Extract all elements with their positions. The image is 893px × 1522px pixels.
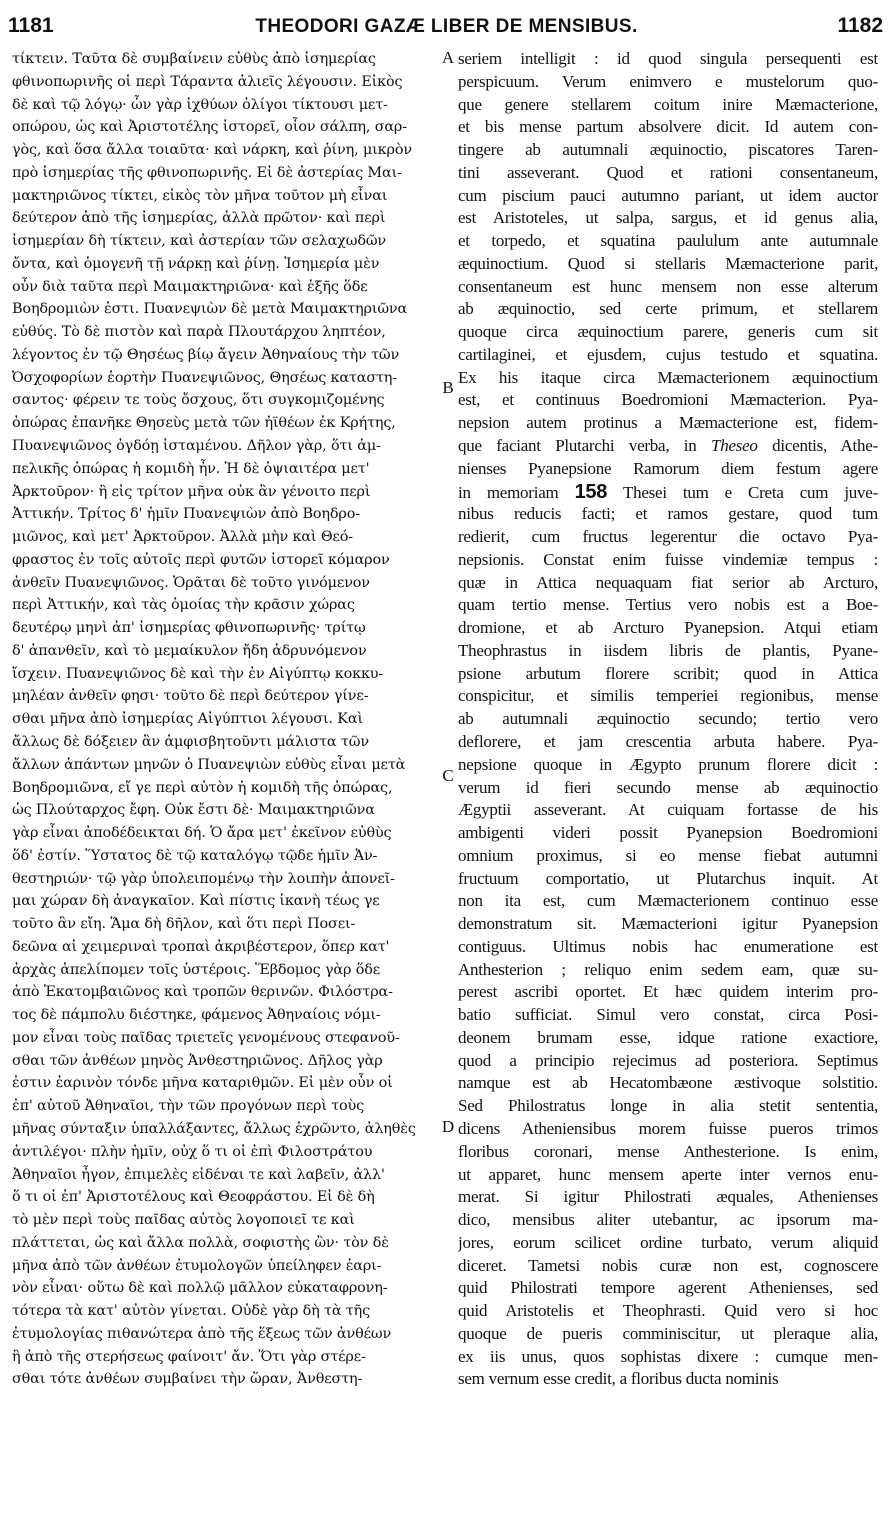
greek-line-text: μακτηριῶνος τίκτει, εἰκὸς τὸν μῆνα τοῦτον μὴ εἶναι bbox=[12, 187, 388, 204]
greek-line-text: ἄλλων ἁπάντων μηνῶν ὁ Πυανεψιὼν εὐθὺς εἶναι μετὰ bbox=[12, 756, 406, 773]
latin-line bbox=[458, 412, 878, 435]
greek-line bbox=[12, 1255, 434, 1278]
latin-line bbox=[458, 936, 878, 959]
greek-line bbox=[12, 230, 434, 253]
greek-line-text: ἴσχειν. Πυανεψιῶνος δὲ καὶ τὴν ἐν Αἰγύπτῳ κοκκυ- bbox=[12, 665, 384, 682]
greek-line-text: γὸς, καὶ ὅσα ἄλλα τοιαῦτα· καὶ νάρκη, καὶ ῥίνη, μικρὸν bbox=[12, 142, 412, 159]
latin-line-text: ab autumnali æquinoctio secundo; tertio vero bbox=[458, 709, 878, 729]
latin-line bbox=[458, 1232, 878, 1255]
latin-line-text: ut apparet, hunc mensem aperte inter vernos enu- bbox=[458, 1164, 878, 1184]
greek-line bbox=[12, 526, 434, 549]
latin-line-text: Theophrastus in iisdem libris de plantis, Pyane- bbox=[458, 640, 878, 660]
greek-line bbox=[12, 1277, 434, 1300]
greek-line bbox=[12, 890, 434, 913]
greek-line-text: τὸ μὲν περὶ τοὺς παῖδας αὐτὸς λογοποιεῖ τε καὶ bbox=[12, 1212, 355, 1229]
greek-line bbox=[12, 594, 434, 617]
greek-line-text: σαντος· φέρειν τε τοὺς ὄσχους, ὅτι συγκομιζομένης bbox=[12, 392, 385, 409]
latin-line-text: tini asseverant. Quod et rationi consentaneum, bbox=[458, 162, 878, 182]
greek-line-text: ἐστιν ἐαρινὸν τόνδε μῆνα καταριθμῶν. Εἰ μὲν οὖν οἱ bbox=[12, 1075, 393, 1092]
greek-line-text: ὡς Πλούταρχος ἔφη. Οὐκ ἔστι δὲ· Μαιμακτηριῶνα bbox=[12, 802, 375, 819]
greek-line bbox=[12, 913, 434, 936]
latin-line-text: redierit, cum fructus legerentur die octavo Pya- bbox=[458, 527, 878, 547]
latin-line bbox=[458, 1186, 878, 1209]
latin-line-text: sem vernum esse credit, a floribus ducta nominis bbox=[458, 1369, 779, 1389]
greek-line-text: τότερα τὰ κατ' αὐτὸν γίνεται. Οὐδὲ γὰρ δὴ τὰ τῆς bbox=[12, 1303, 370, 1320]
greek-line bbox=[12, 1368, 434, 1391]
latin-line-text: tingere ab autumnali æquinoctio, piscatores Taren- bbox=[458, 140, 878, 160]
latin-line-text: nienses Pyanepsione Ramorum diem festum agere bbox=[458, 458, 878, 478]
greek-line-text: μῆνας σύνταξιν ὑπαλλάξαντες, ἄλλως ἐχρῶντο, ἀληθὲς bbox=[12, 1120, 416, 1137]
latin-line-text: omnium proximus, si eo mense fiebat autumni bbox=[458, 845, 878, 865]
latin-line bbox=[458, 1255, 878, 1278]
latin-line-text: quod a principio rejecimus ad posteriora. Septimus bbox=[458, 1050, 878, 1070]
latin-line-text: est Aristoteles, ut salpa, sargus, et id genus alia, bbox=[458, 208, 878, 228]
latin-line bbox=[458, 1300, 878, 1323]
latin-line bbox=[458, 526, 878, 549]
greek-line bbox=[12, 1095, 434, 1118]
latin-line-text: Ægyptii asseverant. At cuiquam fortasse de his bbox=[458, 800, 878, 820]
greek-line-text: γὰρ εἶναι ἀποδέδεικται δή. Ὁ ἄρα μετ' ἐκεῖνον εὐθὺς bbox=[12, 825, 392, 842]
latin-line bbox=[458, 276, 878, 299]
greek-line bbox=[12, 685, 434, 708]
latin-line bbox=[458, 868, 878, 891]
latin-line-text: dico, mensibus aliter utebantur, ac ipsorum ma- bbox=[458, 1210, 878, 1230]
latin-line-text: æquinoctium. Quod si stellaris Mæmacterione parit, bbox=[458, 253, 878, 273]
greek-line-text: τοῦτο ἂν εἴη. Ἅμα δὴ δῆλον, καὶ ὅτι περὶ Ποσει- bbox=[12, 916, 356, 933]
greek-line bbox=[12, 321, 434, 344]
latin-line-text: contiguus. Ultimus nobis hac enumeratione est bbox=[458, 936, 878, 956]
greek-line bbox=[12, 936, 434, 959]
latin-line-text: nepsione quoque in Ægypto prunum florere dicit : bbox=[458, 754, 878, 774]
latin-line bbox=[458, 503, 878, 526]
latin-line bbox=[458, 549, 878, 572]
latin-line bbox=[458, 1118, 878, 1141]
running-title: THEODORI GAZÆ LIBER DE MENSIBUS. bbox=[255, 16, 638, 37]
latin-line bbox=[458, 230, 878, 253]
greek-line-text: Πυανεψιῶνος ὀγδόῃ ἱσταμένου. Δῆλον γὰρ, ὅτι ἀμ- bbox=[12, 438, 381, 455]
page-number-left: 1181 bbox=[8, 14, 54, 37]
greek-line bbox=[12, 253, 434, 276]
greek-line-text: οὖν διὰ ταῦτα περὶ Μαιμακτηριῶνα· καὶ ἑξῆς ὅδε bbox=[12, 278, 368, 295]
greek-line bbox=[12, 435, 434, 458]
latin-line bbox=[458, 367, 878, 390]
latin-line bbox=[458, 1072, 878, 1095]
column-number-marker: 158 bbox=[574, 480, 608, 503]
latin-line bbox=[458, 162, 878, 185]
latin-line-tail: dicentis, Athe- bbox=[757, 436, 878, 456]
latin-line bbox=[458, 1164, 878, 1187]
greek-line-text: ἀντιλέγοι· πλὴν ἡμῖν, οὐχ ὅ τι οἱ ἐπὶ Φιλοστράτου bbox=[12, 1143, 373, 1160]
latin-line bbox=[458, 139, 878, 162]
latin-line-text: jores, eorum scilicet ordine turbato, verum aliquid bbox=[458, 1232, 878, 1252]
latin-line bbox=[458, 1277, 878, 1300]
latin-line bbox=[458, 1368, 878, 1391]
margin-marker-d: D bbox=[441, 1117, 455, 1136]
latin-line-text: verum id fieri secundo mense ab æquinoctio bbox=[458, 777, 878, 797]
greek-line bbox=[12, 845, 434, 868]
latin-line-text: Ex his itaque circa Mæmacterionem æquinoctium bbox=[458, 367, 878, 387]
latin-line bbox=[458, 1209, 878, 1232]
greek-line-text: δευτέρῳ μηνὶ ἀπ' ἰσημερίας φθινοπωρινῆς· τρίτῳ bbox=[12, 620, 366, 637]
greek-line-text: οπώρου, ὡς καὶ Ἀριστοτέλης ἱστορεῖ, οἷον σάλπη, σαρ- bbox=[12, 119, 407, 136]
latin-line bbox=[458, 845, 878, 868]
margin-marker-b: B bbox=[442, 378, 454, 397]
latin-line-text: deflorere, et jam crescentia arbuta habere. Pya- bbox=[458, 731, 878, 751]
greek-line bbox=[12, 116, 434, 139]
greek-line-text: σθαι μῆνα ἀπὸ ἰσημερίας Αἰγύπτιοι λέγουσι. Καὶ bbox=[12, 711, 363, 728]
greek-line bbox=[12, 822, 434, 845]
greek-line bbox=[12, 389, 434, 412]
greek-line-text: ἀνθεῖν Πυανεψιῶνος. Ὁρᾶται δὲ τοῦτο γινόμενον bbox=[12, 574, 370, 591]
greek-line-text: σθαι τότε ἀνθέων συμβαίνει τὴν ὥραν, Ἀνθεστη- bbox=[12, 1371, 363, 1388]
latin-line bbox=[458, 981, 878, 1004]
latin-line-text: Anthesterion ; reliquo enim sedem eam, quæ su- bbox=[458, 959, 878, 979]
latin-line bbox=[458, 94, 878, 117]
latin-line bbox=[458, 1141, 878, 1164]
latin-line-text: demonstratum sit. Mæmacterioni igitur Pyanepsion bbox=[458, 914, 878, 934]
greek-line bbox=[12, 1072, 434, 1095]
latin-line bbox=[458, 458, 878, 481]
latin-line-text: nepsionis. Constat enim fuisse vindemiæ tempus : bbox=[458, 549, 878, 569]
greek-line bbox=[12, 799, 434, 822]
latin-line-text: quam tertio mense. Tertius vero nobis est a Boe- bbox=[458, 595, 878, 615]
latin-line bbox=[458, 344, 878, 367]
greek-line-text: μον εἶναι τοὺς παῖδας τριετεῖς γενομένους στεφανοῦ- bbox=[12, 1029, 400, 1046]
greek-line bbox=[12, 1346, 434, 1369]
greek-line bbox=[12, 276, 434, 299]
latin-line-text: et bis mense partum absolvere dicit. Id autem con- bbox=[458, 117, 878, 137]
greek-line-text: μηλέαν ἀνθεῖν φησι· τοῦτο δὲ περὶ δεύτερον γίνε- bbox=[12, 688, 369, 705]
latin-line bbox=[458, 594, 878, 617]
greek-line bbox=[12, 48, 434, 71]
latin-line bbox=[458, 663, 878, 686]
latin-line-tail: Thesei tum e Creta cum juve- bbox=[607, 482, 878, 502]
latin-line bbox=[458, 640, 878, 663]
greek-line-text: νὸν εἶναι· οὕτω δὲ καὶ πολλῷ μᾶλλον εὐκαταφρονη- bbox=[12, 1280, 388, 1297]
latin-line-text: Sed Philostratus longe in alia stetit sententia, bbox=[458, 1096, 878, 1116]
greek-line bbox=[12, 207, 434, 230]
greek-line bbox=[12, 298, 434, 321]
greek-line bbox=[12, 71, 434, 94]
greek-line bbox=[12, 731, 434, 754]
latin-line bbox=[458, 298, 878, 321]
greek-line-text: Ἀρκτοῦρον· ἢ εἰς τρίτον μῆνα οὐκ ἂν γένοιτο περὶ bbox=[12, 483, 371, 500]
greek-line-text: Βοηδρομιῶνα, εἴ γε περὶ αὐτὸν ἡ κομιδὴ τῆς ὀπώρας, bbox=[12, 779, 393, 796]
greek-line-text: εὐθύς. Τὸ δὲ πιστὸν καὶ παρὰ Πλουτάρχου ληπτέον, bbox=[12, 324, 386, 341]
greek-line bbox=[12, 1209, 434, 1232]
greek-line-text: Ὀσχοφορίων ἑορτὴν Πυανεψιῶνος, Θησέως καταστη- bbox=[12, 369, 397, 386]
greek-line-text: περὶ Ἀττικήν, καὶ τὰς ὁμοίας τὴν κρᾶσιν χώρας bbox=[12, 597, 355, 614]
latin-line-text: dromione, et ab Arcturo Pyanepsion. Atqui etiam bbox=[458, 618, 878, 638]
latin-line-text: ambigenti videri possit Pyanepsion Boedromioni bbox=[458, 823, 878, 843]
greek-line-text: φθινοπωρινῆς οἱ περὶ Τάραντα ἁλιεῖς λέγουσιν. Εἰκὸς bbox=[12, 73, 403, 90]
greek-line bbox=[12, 185, 434, 208]
greek-line-text: ὅδ' ἐστίν. Ὕστατος δὲ τῷ καταλόγῳ τῷδε ἡμῖν Ἀν- bbox=[12, 847, 378, 864]
greek-line-text: ὀπώρας ἐπανῆκε Θησεὺς μετὰ τῶν ἠϊθέων ἐκ Κρήτης, bbox=[12, 415, 396, 432]
latin-line-text: ab æquinoctio, sed certe primum, et stellarem bbox=[458, 299, 878, 319]
greek-line bbox=[12, 663, 434, 686]
greek-line-text: ἐτυμολογίας πιθανώτερα ἀπὸ τῆς ἕξεως τῶν ἀνθέων bbox=[12, 1325, 392, 1342]
latin-line bbox=[458, 435, 878, 458]
latin-line bbox=[458, 253, 878, 276]
greek-line bbox=[12, 412, 434, 435]
latin-line-text: que faciant Plutarchi verba, in bbox=[458, 436, 697, 456]
greek-line-text: πρὸ ἰσημερίας τῆς φθινοπωρινῆς. Εἰ δὲ ἀστερίας Μαι- bbox=[12, 164, 402, 181]
greek-line bbox=[12, 868, 434, 891]
italic-title: Theseo bbox=[710, 436, 758, 456]
greek-line-text: δεύτερον ἀπὸ τῆς ἰσημερίας, ἀλλὰ πρῶτον· καὶ περὶ bbox=[12, 210, 386, 227]
latin-line bbox=[458, 71, 878, 94]
latin-line bbox=[458, 1027, 878, 1050]
greek-line bbox=[12, 1323, 434, 1346]
greek-line-text: ἐπ' αὐτοῦ Ἀθηναῖοι, τὴν τῶν προγόνων περὶ τοὺς bbox=[12, 1098, 365, 1115]
greek-line bbox=[12, 94, 434, 117]
latin-line bbox=[458, 116, 878, 139]
latin-line bbox=[458, 389, 878, 412]
latin-line bbox=[458, 822, 878, 845]
greek-line-text: φραστος ἐν τοῖς αὐτοῖς περὶ φυτῶν ἱστορεῖ κόμαρον bbox=[12, 551, 390, 568]
greek-line-text: Ἀττικήν. Τρίτος δ' ἡμῖν Πυανεψιὼν ἀπὸ Βοηδρο- bbox=[12, 506, 360, 523]
greek-line bbox=[12, 344, 434, 367]
latin-line-text: diceret. Tametsi nobis curæ non est, cognoscere bbox=[458, 1255, 878, 1275]
latin-line-text: merat. Si igitur Philostrati æquales, Athenienses bbox=[458, 1187, 878, 1207]
latin-line bbox=[458, 1095, 878, 1118]
latin-line-text: fructuum comportatio, ut Plutarchus inquit. At bbox=[458, 868, 878, 888]
latin-line bbox=[458, 754, 878, 777]
latin-line bbox=[458, 48, 878, 71]
greek-line bbox=[12, 139, 434, 162]
greek-text-column bbox=[12, 48, 434, 1391]
greek-line-text: πελικῆς ὀπώρας ἡ κομιδὴ ἦν. Ἡ δὲ ὀψιαιτέρα μετ' bbox=[12, 460, 370, 477]
latin-line bbox=[458, 1346, 878, 1369]
greek-line bbox=[12, 754, 434, 777]
latin-line bbox=[458, 685, 878, 708]
latin-line-text: seriem intelligit : id quod singula persequenti est bbox=[458, 49, 878, 68]
latin-line-text: in memoriam bbox=[458, 482, 559, 502]
latin-line bbox=[458, 890, 878, 913]
greek-line bbox=[12, 549, 434, 572]
greek-line bbox=[12, 617, 434, 640]
greek-line bbox=[12, 1186, 434, 1209]
latin-line-text: conspicitur, et similis temperiei regionibus, mense bbox=[458, 686, 878, 706]
greek-line-text: ἀρχὰς ἀπελίπομεν τοῖς ὑστέροις. Ἕβδομος γὰρ ὅδε bbox=[12, 961, 381, 978]
latin-line-text: quid Aristotelis et Theophrasti. Quid vero si hoc bbox=[458, 1301, 878, 1321]
greek-line bbox=[12, 959, 434, 982]
margin-marker-a: A bbox=[441, 48, 455, 67]
greek-line-text: ἀπὸ Ἑκατομβαιῶνος καὶ τροπῶν θερινῶν. Φιλόστρα- bbox=[12, 984, 393, 1001]
latin-line bbox=[458, 913, 878, 936]
greek-line bbox=[12, 481, 434, 504]
greek-line bbox=[12, 1232, 434, 1255]
latin-line-text: ex iis unus, quos sophistas dixere : cumque men- bbox=[458, 1346, 878, 1366]
greek-line-text: θεστηριών· τῷ γὰρ ὑπολειπομένῳ τὴν λοιπὴν ἀπονεῖ- bbox=[12, 870, 395, 887]
latin-line bbox=[458, 799, 878, 822]
latin-line bbox=[458, 185, 878, 208]
greek-line-text: τος δὲ πάμπολυ διέστηκε, φάμενος Ἀθηναίοις νόμι- bbox=[12, 1007, 381, 1024]
greek-line-text: μῆνα ἀπὸ τῶν ἀνθέων ἐτυμολογῶν ὑπείληφεν ἐαρι- bbox=[12, 1257, 382, 1274]
latin-line bbox=[458, 777, 878, 800]
latin-line-text: est, et continuus Boedromioni Mæmacterion. Pya- bbox=[458, 390, 878, 410]
latin-line-text: consentaneum est hunc mensem non esse alterum bbox=[458, 276, 878, 296]
latin-line-text: perspicuum. Verum enimvero e mustelorum quo- bbox=[458, 71, 878, 91]
greek-line bbox=[12, 1141, 434, 1164]
greek-line-text: τίκτειν. Ταῦτα δὲ συμβαίνειν εὐθὺς ἀπὸ ἰσημερίας bbox=[12, 51, 376, 67]
greek-line bbox=[12, 640, 434, 663]
latin-line-text: quoque circa æquinoctium parere, generis cum sit bbox=[458, 322, 878, 342]
greek-line bbox=[12, 981, 434, 1004]
page-number-right: 1182 bbox=[837, 14, 883, 37]
latin-line bbox=[458, 572, 878, 595]
greek-line-text: ἄλλως δὲ δόξειεν ἂν ἀμφισβητοῦντι μάλιστα τῶν bbox=[12, 733, 369, 750]
latin-line-text: deonem brumam esse, idque ratione exactiore, bbox=[458, 1027, 878, 1047]
latin-line-text: quoque de pueris comminiscitur, ut pleraque alia, bbox=[458, 1323, 878, 1343]
greek-line bbox=[12, 708, 434, 731]
latin-line-text: cartilaginei, et ejusdem, cujus testudo et squatina. bbox=[458, 344, 878, 364]
latin-line bbox=[458, 1050, 878, 1073]
greek-line-text: ἰσημερίαν δὴ τίκτειν, καὶ ἀστερίαν τῶν σελαχωδῶν bbox=[12, 233, 387, 250]
greek-line bbox=[12, 572, 434, 595]
latin-line-text: batio sufficiat. Simul vero constat, circa Posi- bbox=[458, 1005, 878, 1025]
latin-line-text: dicens Atheniensibus morem fuisse pueros trimos bbox=[458, 1118, 878, 1138]
greek-line bbox=[12, 367, 434, 390]
greek-line-text: Ἀθηναῖοι ἦγον, ἐπιμελὲς εἰδέναι τε καὶ λαβεῖν, ἀλλ' bbox=[12, 1166, 385, 1183]
greek-line bbox=[12, 1300, 434, 1323]
greek-line bbox=[12, 1050, 434, 1073]
latin-line bbox=[458, 959, 878, 982]
greek-line-text: Βοηδρομιὼν ἐστι. Πυανεψιὼν δὲ μετὰ Μαιμακτηριῶνα bbox=[12, 301, 408, 318]
greek-line-text: πλάττεται, ὡς καὶ ἄλλα πολλὰ, σοφιστὴς ὢν· τὸν δὲ bbox=[12, 1234, 389, 1251]
latin-line-text: quid Philostrati tempore agerent Athenienses, sed bbox=[458, 1278, 878, 1298]
latin-line-text: quæ in Attica nequaquam fiat serior ab Arcturo, bbox=[458, 572, 878, 592]
latin-line-text: floribus coronari, mense Anthesterione. Is enim, bbox=[458, 1141, 878, 1161]
latin-line bbox=[458, 708, 878, 731]
latin-line-text: et torpedo, et squatina paululum ante autumnale bbox=[458, 231, 878, 251]
latin-line bbox=[458, 321, 878, 344]
latin-line bbox=[458, 207, 878, 230]
greek-line bbox=[12, 1027, 434, 1050]
latin-line-text: que genere stellarem coitum inire Mæmacterione, bbox=[458, 94, 878, 114]
greek-line bbox=[12, 1118, 434, 1141]
greek-line bbox=[12, 1004, 434, 1027]
latin-line-text: nepsion autem protinus a Mæmacterione est, fidem- bbox=[458, 413, 878, 433]
greek-line bbox=[12, 458, 434, 481]
latin-line-text: psione arbutum florere scribit; quod in Attica bbox=[458, 663, 878, 683]
latin-line-text: cum piscium pauci autumno pariant, ut idem auctor bbox=[458, 185, 878, 205]
latin-line-text: perest ascribi oportet. Et hæc quidem interim pro- bbox=[458, 982, 878, 1002]
latin-line bbox=[458, 617, 878, 640]
latin-text-column bbox=[458, 48, 878, 1391]
greek-line-text: ὅ τι οἱ ἐπ' Ἀριστοτέλους καὶ Θεοφράστου. Εἰ δὲ δὴ bbox=[12, 1189, 375, 1206]
greek-line bbox=[12, 162, 434, 185]
latin-line-text: non ita est, cum Mæmacterionem continuo esse bbox=[458, 891, 878, 911]
greek-line bbox=[12, 503, 434, 526]
latin-line bbox=[458, 1323, 878, 1346]
latin-line bbox=[458, 1004, 878, 1027]
greek-line-text: ἢ ἀπὸ τῆς στερήσεως φαίνοιτ' ἄν. Ὅτι γὰρ στέρε- bbox=[12, 1348, 366, 1365]
greek-line bbox=[12, 777, 434, 800]
greek-line-text: δ' ἀπανθεῖν, καὶ τὸ μεμαίκυλον ἤδη ἁδρυνόμενον bbox=[12, 642, 367, 659]
greek-line-text: μαι χώραν δὴ ἀναγκαῖον. Καὶ πίστις ἱκανὴ τέως γε bbox=[12, 893, 380, 910]
latin-line-text: namque est ab Hecatombæone æstivoque solstitio. bbox=[458, 1073, 878, 1093]
greek-line bbox=[12, 1164, 434, 1187]
greek-line-text: λέγοντος ἐν τῷ Θησέως βίῳ ἄγειν Ἀθηναίους τὴν τῶν bbox=[12, 346, 400, 363]
greek-line-text: μιῶνος, καὶ μετ' Ἀρκτοῦρον. Ἀλλὰ μὴν καὶ Θεό- bbox=[12, 529, 354, 546]
greek-line-text: δεῶνα αἱ χειμεριναὶ τροπαὶ ἀκριβέστερον, ὅπερ κατ' bbox=[12, 938, 390, 955]
margin-marker-c: C bbox=[442, 766, 454, 785]
greek-line-text: δὲ καὶ τῷ λόγῳ· ὧν γὰρ ἰχθύων ὀλίγοι τίκτουσι μετ- bbox=[12, 96, 388, 113]
latin-line bbox=[458, 481, 878, 504]
page-header bbox=[0, 0, 893, 44]
latin-line-text: nibus reducis facti; et ramos gestare, quod tum bbox=[458, 504, 878, 524]
greek-line-text: σθαι τῶν ἀνθέων μηνὸς Ἀνθεστηριῶνος. Δῆλος γὰρ bbox=[12, 1052, 383, 1069]
latin-line bbox=[458, 731, 878, 754]
greek-line-text: ὄντα, καὶ ὁμογενῆ τῇ νάρκῃ καὶ ῥίνῃ. Ἰσημερία μὲν bbox=[12, 255, 380, 272]
